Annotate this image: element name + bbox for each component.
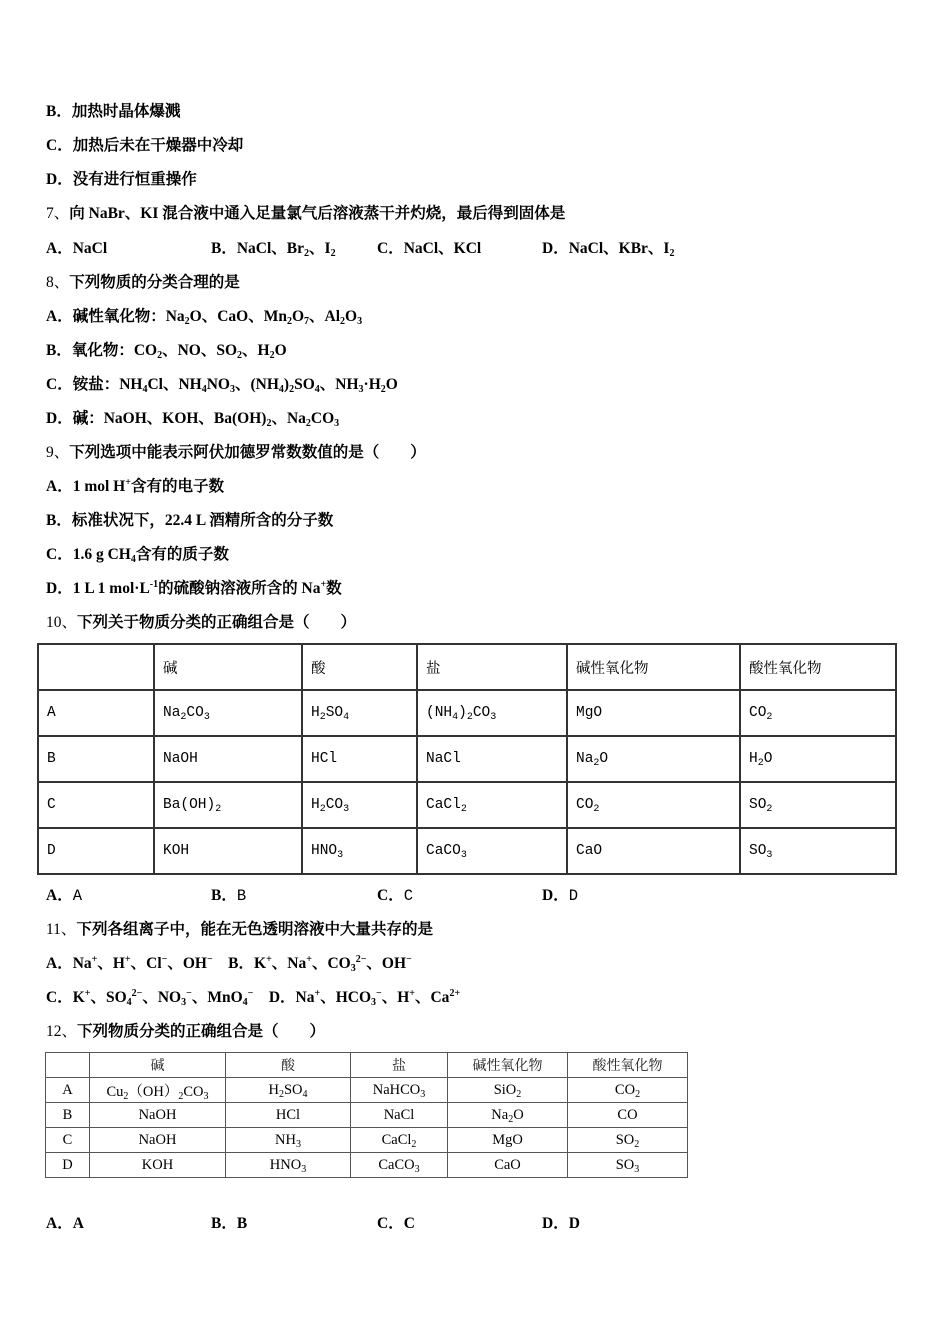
- q12-option-b: [211, 1214, 247, 1234]
- question-text: 下列选项中能表示阿伏加德罗常数数值的是（ ）: [69, 444, 426, 461]
- q10-option-a: [46, 886, 82, 906]
- option-text: Na+、H+、Cl−、OH−: [72, 954, 213, 972]
- table-cell: CaO: [567, 828, 740, 874]
- table-cell: B: [46, 1103, 90, 1128]
- table-cell: D: [46, 1153, 90, 1178]
- table-cell: A: [46, 1078, 90, 1103]
- option-label: D．: [542, 887, 569, 904]
- option-text: C: [403, 887, 414, 905]
- table-cell: $(NH_4)_2CO_3$: [417, 690, 567, 736]
- table-header-row: [46, 1053, 688, 1078]
- option-label: D．: [46, 410, 73, 427]
- option-label: B．: [228, 955, 255, 972]
- option-label: B．: [46, 342, 72, 359]
- question-number: 7、: [46, 205, 70, 222]
- option-label: B．: [46, 103, 72, 120]
- option-text: B: [236, 887, 247, 905]
- table-cell: $SO_3$: [740, 828, 896, 874]
- option-label: D．: [542, 240, 569, 257]
- table-cell: $HNO_3$: [302, 828, 417, 874]
- table-header-cell: 碱性氧化物: [448, 1053, 568, 1078]
- question-text: 下列关于物质分类的正确组合是（ ）: [77, 614, 357, 631]
- q8-option-a: [46, 307, 362, 327]
- table-cell: $Ba(OH)_2$: [154, 782, 302, 828]
- option-text: NaCl、$Br_2$、$I_2$: [236, 240, 336, 259]
- q10-option-b: [211, 886, 246, 906]
- table-cell: NaCl: [417, 736, 567, 782]
- table-cell: $NH_3$: [226, 1128, 351, 1153]
- table-cell: MgO: [448, 1128, 568, 1153]
- q7-stem: [46, 204, 565, 224]
- question-number: 8、: [46, 274, 70, 291]
- table-header-cell: [46, 1053, 90, 1078]
- q9-stem: [46, 443, 426, 463]
- table-cell: NaCl: [351, 1103, 448, 1128]
- option-label: B．: [211, 240, 237, 257]
- table-header-cell: 酸性氧化物: [740, 644, 896, 690]
- q7-option-d: [542, 239, 674, 259]
- q12-option-d: [542, 1214, 580, 1234]
- q8-option-b: [46, 341, 287, 361]
- table-cell: NaOH: [154, 736, 302, 782]
- table-header-cell: 碱: [154, 644, 302, 690]
- table-header-cell: 盐: [351, 1053, 448, 1078]
- question-number: 11、: [46, 921, 77, 938]
- option-text: C: [403, 1215, 415, 1232]
- table-header-cell: 碱性氧化物: [567, 644, 740, 690]
- table-header-cell: 碱: [90, 1053, 226, 1078]
- option-text: NaCl、KBr、$I_2$: [568, 240, 675, 259]
- option-text: 铵盐：$NH_4Cl$、$NH_4NO_3$、$(NH_4)_2SO_4$、$NH_3\cdot H_2O$: [72, 376, 398, 395]
- table-cell: $H_2CO_3$: [302, 782, 417, 828]
- table-cell: A: [38, 690, 154, 736]
- option-label: C．: [46, 376, 73, 393]
- option-label: A．: [46, 478, 73, 495]
- table-row: [46, 1078, 688, 1103]
- q6-option-c: [46, 136, 243, 156]
- table-cell: $HNO_3$: [226, 1153, 351, 1178]
- option-label: A．: [46, 240, 73, 257]
- table-cell: $CO_2$: [740, 690, 896, 736]
- option-label: B．: [211, 887, 237, 904]
- q6-option-d: [46, 170, 197, 190]
- table-cell: $H_2SO_4$: [226, 1078, 351, 1103]
- table-row: [46, 1153, 688, 1178]
- q11-option-b: [228, 955, 412, 972]
- q9-option-b: [46, 511, 333, 531]
- table-header-cell: 盐: [417, 644, 567, 690]
- option-label: D．: [46, 580, 73, 597]
- q10-stem: [46, 613, 356, 633]
- table-cell: NaOH: [90, 1103, 226, 1128]
- option-label: C．: [46, 137, 73, 154]
- option-text: K+、Na+、$CO_3^{2-}$、OH−: [254, 954, 412, 974]
- option-label: D．: [542, 1215, 569, 1232]
- table-cell: C: [46, 1128, 90, 1153]
- table-row: [38, 690, 896, 736]
- table-cell: $CO_2$: [568, 1078, 688, 1103]
- option-label: C．: [46, 546, 73, 563]
- question-text: 下列各组离子中，能在无色透明溶液中大量共存的是: [76, 921, 433, 938]
- question-number: 12、: [46, 1023, 78, 1040]
- q7-option-b: [211, 239, 336, 259]
- q9-option-a: [46, 477, 224, 497]
- table-row: [46, 1103, 688, 1128]
- table-cell: $SO_2$: [740, 782, 896, 828]
- q11-options-row-2: [46, 988, 460, 1008]
- option-label: A．: [46, 1215, 73, 1232]
- option-label: B．: [211, 1215, 237, 1232]
- question-text: 向 NaBr、KI 混合液中通入足量氯气后溶液蒸干并灼烧，最后得到固体是: [69, 205, 566, 222]
- option-label: C．: [377, 887, 404, 904]
- table-cell: $SO_2$: [568, 1128, 688, 1153]
- question-text: 下列物质的分类合理的是: [69, 274, 240, 291]
- table-cell: $SO_3$: [568, 1153, 688, 1178]
- q7-option-a: [46, 239, 107, 259]
- table-row: [38, 736, 896, 782]
- table-header-row: [38, 644, 896, 690]
- table-row: [46, 1128, 688, 1153]
- option-label: A．: [46, 308, 73, 325]
- q11-options-row-1: [46, 954, 412, 974]
- table-cell: CaCl$_2$: [351, 1128, 448, 1153]
- table-cell: D: [38, 828, 154, 874]
- option-text: NaCl: [72, 240, 108, 257]
- option-label: A．: [46, 887, 73, 904]
- q10-classification-table: [37, 643, 897, 875]
- q12-option-c: [377, 1214, 415, 1234]
- table-cell: CaCl$_2$: [417, 782, 567, 828]
- table-cell: HCl: [302, 736, 417, 782]
- option-label: D．: [46, 171, 73, 188]
- table-cell: CaO: [448, 1153, 568, 1178]
- option-text: 加热后未在干燥器中冷却: [72, 137, 244, 154]
- q11-option-c: [46, 989, 253, 1006]
- table-header-cell: 酸: [226, 1053, 351, 1078]
- option-text: 氧化物：$CO_2$、NO、$SO_2$、$H_2O$: [71, 342, 287, 361]
- option-label: C．: [377, 240, 404, 257]
- table-cell: $H_2O$: [740, 736, 896, 782]
- option-text: A: [72, 887, 83, 905]
- option-text: 碱：NaOH、KOH、$Ba(OH)_2$、$Na_2CO_3$: [72, 410, 340, 429]
- table-cell: CaCO$_3$: [351, 1153, 448, 1178]
- q10-option-d: [542, 886, 578, 906]
- q10-option-c: [377, 886, 413, 906]
- option-text: 没有进行恒重操作: [72, 171, 197, 188]
- table-cell: MgO: [567, 690, 740, 736]
- q11-option-a: [46, 955, 213, 972]
- table-cell: KOH: [154, 828, 302, 874]
- option-label: D．: [268, 989, 296, 1006]
- table-cell: CO: [568, 1103, 688, 1128]
- q9-option-c: [46, 545, 229, 565]
- table-cell: $Cu_2(OH)_2CO_3$: [90, 1078, 226, 1103]
- table-header-cell: 酸性氧化物: [568, 1053, 688, 1078]
- option-text: NaCl、KCl: [403, 240, 482, 257]
- table-cell: C: [38, 782, 154, 828]
- q7-option-c: [377, 239, 481, 259]
- q11-stem: [46, 920, 433, 940]
- table-row: [38, 782, 896, 828]
- option-text: 1.6 g $CH_4$含有的质子数: [72, 546, 229, 565]
- option-text: D: [568, 887, 579, 905]
- q12-stem: [46, 1022, 325, 1042]
- table-cell: B: [38, 736, 154, 782]
- table-row: [38, 828, 896, 874]
- option-text: Na+、$HCO_3^-$、H+、$Ca^{2+}$: [295, 988, 461, 1008]
- q6-option-b: [46, 102, 180, 122]
- table-cell: $Na_2CO_3$: [154, 690, 302, 736]
- table-cell: $H_2SO_4$: [302, 690, 417, 736]
- q8-option-c: [46, 375, 398, 395]
- q8-option-d: [46, 409, 339, 429]
- q8-stem: [46, 273, 240, 293]
- option-text: A: [72, 1215, 84, 1232]
- question-number: 10、: [46, 614, 78, 631]
- q12-classification-table: [45, 1052, 688, 1178]
- table-cell: CaCO$_3$: [417, 828, 567, 874]
- table-header-cell: 酸: [302, 644, 417, 690]
- table-cell: $Na_2O$: [567, 736, 740, 782]
- table-cell: SiO$_2$: [448, 1078, 568, 1103]
- option-label: C．: [377, 1215, 404, 1232]
- table-cell: $CO_2$: [567, 782, 740, 828]
- q12-option-a: [46, 1214, 84, 1234]
- option-label: B．: [46, 512, 72, 529]
- option-text: 加热时晶体爆溅: [71, 103, 181, 120]
- table-header-cell: [38, 644, 154, 690]
- option-text: B: [236, 1215, 248, 1232]
- option-text: 标准状况下，22.4 L 酒精所含的分子数: [71, 512, 334, 529]
- option-text: 1 mol H+含有的电子数: [72, 477, 224, 495]
- table-cell: $Na_2O$: [448, 1103, 568, 1128]
- option-text: 碱性氧化物：$Na_2O$、CaO、$Mn_2O_7$、$Al_2O_3$: [72, 308, 363, 327]
- q9-option-d: [46, 579, 342, 599]
- question-number: 9、: [46, 444, 70, 461]
- option-text: 1 L 1 $mol\cdot L^{-1}$的硫酸钠溶液所含的 Na+数: [72, 579, 342, 597]
- table-cell: NaOH: [90, 1128, 226, 1153]
- q11-option-d: [269, 989, 460, 1006]
- option-label: C．: [46, 989, 73, 1006]
- option-text: D: [568, 1215, 580, 1232]
- table-cell: NaHCO$_3$: [351, 1078, 448, 1103]
- question-text: 下列物质分类的正确组合是（ ）: [77, 1023, 326, 1040]
- option-text: K+、$SO_4^{2-}$、$NO_3^-$、MnO$_4$−: [72, 988, 254, 1008]
- table-cell: HCl: [226, 1103, 351, 1128]
- table-cell: KOH: [90, 1153, 226, 1178]
- option-label: A．: [46, 955, 73, 972]
